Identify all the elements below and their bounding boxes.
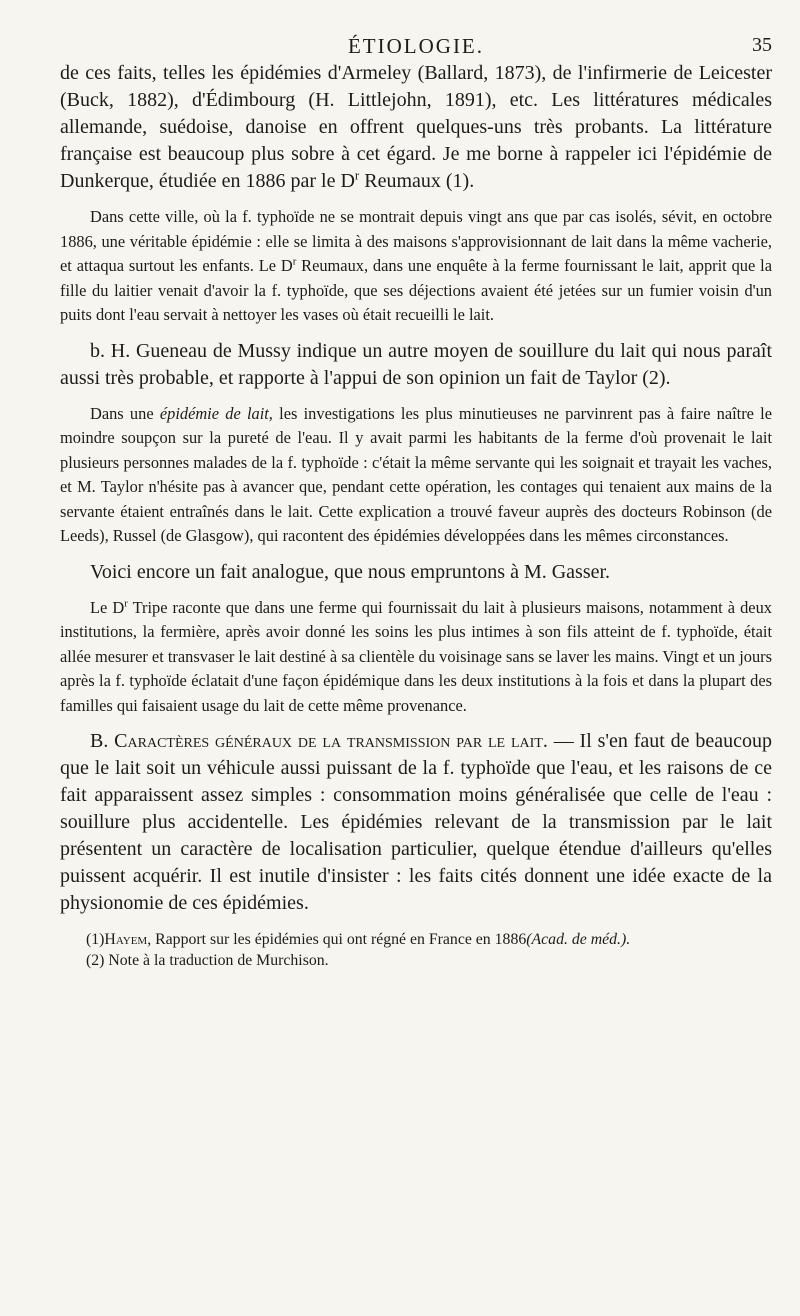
section-b-heading: B. Caractères généraux de la transmission par le lait. bbox=[90, 730, 548, 752]
footnote-1 bbox=[60, 929, 772, 950]
paragraph-4-text-a: Dans une bbox=[90, 403, 154, 423]
page-number: 35 bbox=[752, 34, 772, 56]
paragraph-1-end: Reumaux (1). bbox=[364, 170, 475, 192]
footnote-1-number: (1) bbox=[86, 931, 105, 948]
footnote-1-source: (Acad. de méd.). bbox=[526, 931, 631, 948]
paragraph-4-text-b: les investigations les plus minutieuses ne parvinrent pas à faire naître le moindre soupçon sur la pureté de l'eau. Il y avait parmi les habitants de la ferme d'où provenait le lait plusieurs personnes malades de la f. typhoïde : c'était la même servante qui les soignait et trayait les vaches, et M. Taylor n'hésite pas à avancer que, pendant cette opération, les contages qui tenaient aux mains de la servante étaient entraînés dans le lait. Cette explication a trouvé faveur auprès des docteurs Robinson (de Leeds), Russel (de Glasgow), qui racontent des épidémies développées dans les mêmes circonstances. bbox=[60, 403, 773, 545]
section-b-text: — Il s'en faut de beaucoup que le lait soit un véhicule aussi puissant de la f. typhoïde que l'eau, et les raisons de ce fait apparaissent assez simples : consommation moins généralisée que celle de l'eau : souillure plus accidentelle. Les épidémies relevant de la transmission par le lait présentent un caractère de localisation particulier, quelque étendue d'ailleurs qu'elles puissent acquérir. Il est inutile d'insister : les faits cités donnent une idée exacte de la physionomie de ces épidémies. bbox=[60, 730, 772, 914]
paragraph-2-quote bbox=[60, 205, 772, 328]
footnote-1-text: Rapport sur les épidémies qui ont régné en France en 1886 bbox=[155, 931, 527, 948]
footnote-2: (2) Note à la traduction de Murchison. bbox=[86, 952, 329, 969]
paragraph-2-text-a: Dans cette ville, où la f. typhoïde ne se montrait depuis vingt ans que par cas isolés, sévit, en octobre 1886, une véritable épidémie : elle se limita à des maisons s'approvisionnant de lait dans la même vacherie, et attaqua surtout les enfants. Le bbox=[60, 207, 772, 275]
running-title: ÉTIOLOGIE. bbox=[347, 34, 485, 58]
doctor-abbrev-sup: r bbox=[292, 256, 297, 268]
paragraph-3: b. H. Gueneau de Mussy indique un autre moyen de souillure du lait qui nous paraît aussi très probable, et rapporte à l'appui de son opinion un fait de Taylor (2). bbox=[60, 339, 772, 389]
paragraph-2-text-b: Reumaux, dans une enquête à la ferme fournissant le lait, apprit que la fille du laitier venait d'avoir la f. typhoïde, que ses déjections avaient été jetées sur un fumier voisin d'un puits dont l'eau servait à nettoyer les vases où était recueilli le lait. bbox=[60, 256, 772, 324]
page-body bbox=[60, 60, 772, 971]
footnotes bbox=[60, 929, 772, 971]
footnote-1-author: Hayem, bbox=[104, 931, 152, 948]
paragraph-1-text: de ces faits, telles les épidémies d'Armeley (Ballard, 1873), de l'infirmerie de Leicester (Buck, 1882), d'Édimbourg (H. Littlejohn, 1891), etc. Les littératures médicales allemande, suédoise, danoise en offrent quelques-uns très probants. La littérature française est beaucoup plus sobre à cet égard. Je me borne à rappeler ici l'épidémie de Dunkerque, étudiée en 1886 par le bbox=[60, 62, 772, 192]
paragraph-5: Voici encore un fait analogue, que nous empruntons à M. Gasser. bbox=[90, 560, 611, 583]
doctor-abbrev-sup: r bbox=[124, 598, 128, 610]
paragraph-6-text-b: Tripe raconte que dans une ferme qui fournissait du lait à plusieurs maisons, notamment à deux institutions, la fermière, après avoir donné les soins les plus intimes à son fils atteint de f. typhoïde, était allée mesurer et transvaser le lait destiné à sa clientèle du voisinage sans se laver les mains. Vingt et un jours après la f. typhoïde éclatait d'une façon épidémique dans les deux institutions à la fois et dans la plupart des familles qui faisaient usage du lait de cette même provenance. bbox=[60, 597, 772, 715]
paragraph-4-emphasis: épidémie de lait, bbox=[159, 403, 273, 423]
paragraph-4-quote bbox=[60, 402, 772, 549]
section-b-paragraph bbox=[60, 728, 772, 917]
paragraph-6-quote bbox=[60, 596, 772, 719]
paragraph-6-text-a: Le bbox=[90, 597, 108, 617]
doctor-abbrev-sup: r bbox=[354, 167, 360, 183]
doctor-abbrev: D bbox=[280, 256, 293, 275]
doctor-abbrev: D bbox=[112, 597, 125, 617]
doctor-abbrev: D bbox=[340, 170, 355, 192]
paragraph-1 bbox=[60, 60, 772, 195]
